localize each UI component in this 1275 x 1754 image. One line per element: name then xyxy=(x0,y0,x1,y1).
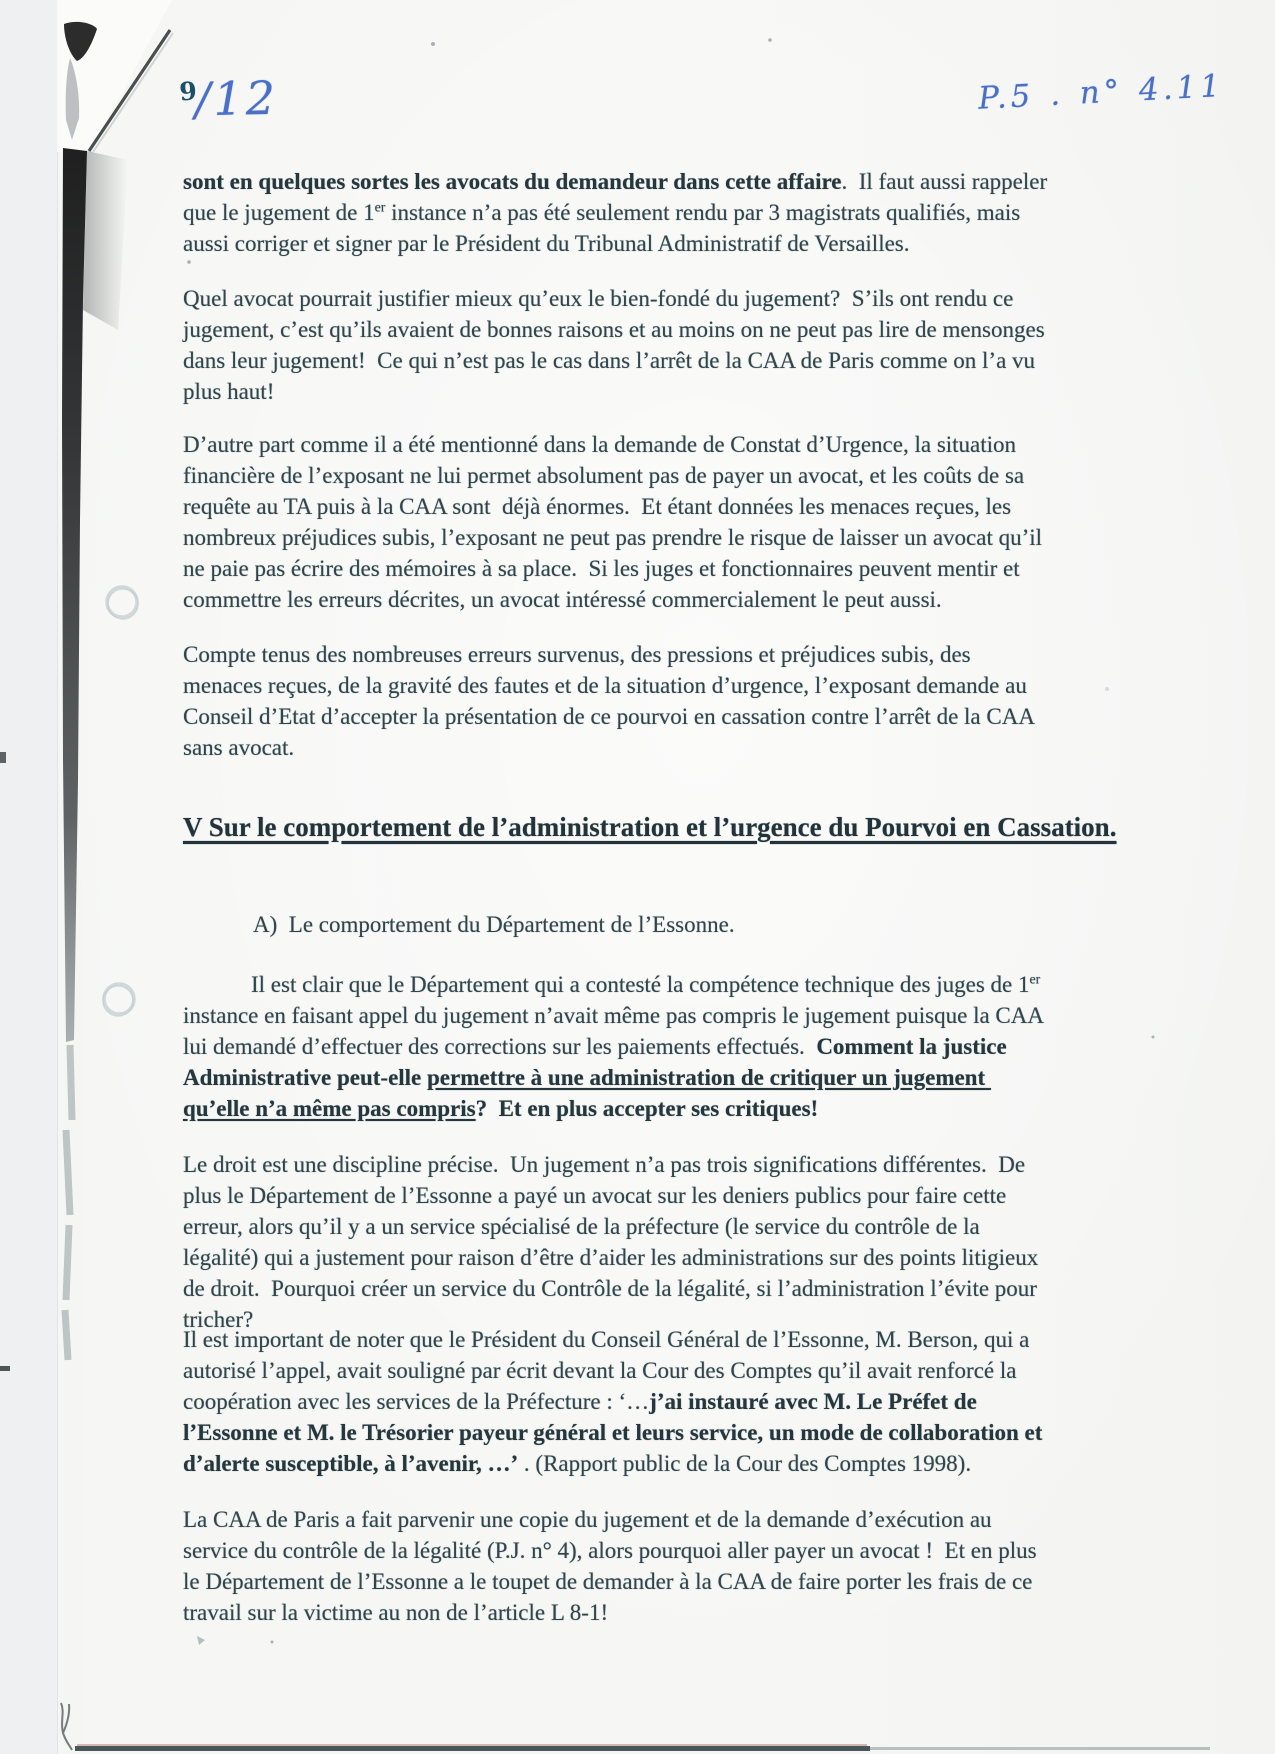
fold-line-artifact xyxy=(89,30,170,151)
page-fraction-rest: /12 xyxy=(194,70,279,127)
bottom-scan-line-faint xyxy=(870,1747,1210,1750)
handwritten-reference-note: P.5 . n° 4.11 xyxy=(977,67,1225,117)
binder-shadow-fuzz xyxy=(83,151,128,330)
toner-blob-fade xyxy=(66,58,80,140)
paragraph-8: La CAA de Paris a fait parvenir une copie du jugement et de la demande d’exécution au service du contrôle de la légalité (P.J. n° 4), alors pourquoi aller payer un avocat ! Et en plus le Département de l’Essonne a le toupet de demander à la CAA de faire porter les frais de ce travail sur la victime au non de l’article L 8-1! xyxy=(183,1507,1043,1625)
handwritten-page-fraction xyxy=(178,69,280,130)
binder-shadow-bar xyxy=(62,148,87,1042)
subsection-a-heading: A) Le comportement du Département de l’Essonne. xyxy=(253,912,735,937)
paragraph-4: Compte tenus des nombreuses erreurs survenus, des pressions et préjudices subis, des menaces reçues, de la gravité des fautes et de la situation d’urgence, l’exposant demande au Conseil d’Etat d’accepter la présentation de ce pourvoi en cassation contre l’arrêt de la CAA sans avocat. xyxy=(183,642,1040,760)
binder-shadow-speckles xyxy=(65,1045,72,1360)
hole-punch-bottom xyxy=(104,984,134,1014)
paragraph-2: Quel avocat pourrait justifier mieux qu’eux le bien-fondé du jugement? S’ils ont rendu ce jugement, c’est qu’ils avaient de bonnes raisons et au moins on ne peut pas lire de mensonges dans leur jugement! Ce qui n’est pas le cas dans l’arrêt de la CAA de Paris comme on l’a vu plus haut! xyxy=(183,286,1051,404)
bottom-scan-line xyxy=(75,1746,870,1751)
paragraph-5: Il est clair que le Département qui a contesté la compétence technique des juges de 1er instance en faisant appel du jugement n’avait même pas compris le jugement puisque la CAA lui demandé d’effectuer des corrections sur les paiements effectués. Comment la justice Administrative peut-elle permettre à une administration de critiquer un jugement qu’elle n’a même pas compris? Et en plus accepter ses critiques! xyxy=(183,971,1049,1121)
scanner-edge-strip xyxy=(0,0,58,1754)
bottom-scan-line-fringe xyxy=(77,1744,867,1746)
page-fraction-numerator: 9 xyxy=(178,76,198,107)
paragraph-1: sont en quelques sortes les avocats du demandeur dans cette affaire. Il faut aussi rappeler que le jugement de 1er instance n’a pas été seulement rendu par 3 magistrats qualifiés, mais aussi corriger et signer par le Président du Tribunal Administratif de Versailles. xyxy=(183,169,1053,256)
paragraph-3: D’autre part comme il a été mentionné dans la demande de Constat d’Urgence, la situation financière de l’exposant ne lui permet absolument pas de payer un avocat, et les coûts de sa requête au TA puis à la CAA sont déjà énormes. Et étant données les menaces reçues, les nombreux préjudices subis, l’exposant ne peut pas prendre le risque de laisser un avocat qu’il ne paie pas écrire des mémoires à sa place. Si les juges et fonctionnaires peuvent mentir et commettre les erreurs décrites, un avocat intéressé commercialement le peut aussi. xyxy=(183,432,1048,612)
hole-punch-top xyxy=(107,587,137,617)
paragraph-6: Le droit est une discipline précise. Un jugement n’a pas trois significations différentes. De plus le Département de l’Essonne a payé un avocat sur les deniers publics pour faire cette erreur, alors qu’il y a un service spécialisé de la préfecture (le service du contrôle de la légalité) qui a justement pour raison d’être d’aider les administrations sur des points litigieux de droit. Pourquoi créer un service du Contrôle de la légalité, si l’administration l’évite pour tricher? xyxy=(183,1152,1045,1332)
bottom-squiggle-artifact xyxy=(61,1703,72,1750)
paragraph-7: Il est important de noter que le Président du Conseil Général de l’Essonne, M. Berson, qui a autorisé l’appel, avait souligné par écrit devant la Cour des Comptes qu’il avait renforcé la coopération avec les services de la Préfecture : ‘…j’ai instauré avec M. Le Préfet de l’Essonne et M. le Trésorier payeur général et leurs service, un mode de collaboration et d’alerte susceptible, à l’avenir, …’ . (Rapport public de la Cour des Comptes 1998). xyxy=(183,1327,1049,1476)
toner-blob-artifact xyxy=(64,22,97,61)
section-heading: V Sur le comportement de l’administration et l’urgence du Pourvoi en Cassation. xyxy=(183,812,1117,842)
page-corner-highlight xyxy=(57,0,172,152)
fold-line-shadow xyxy=(93,33,173,152)
hole-punch-top-shade xyxy=(108,589,138,619)
hole-punch-bottom-shade xyxy=(103,986,133,1016)
